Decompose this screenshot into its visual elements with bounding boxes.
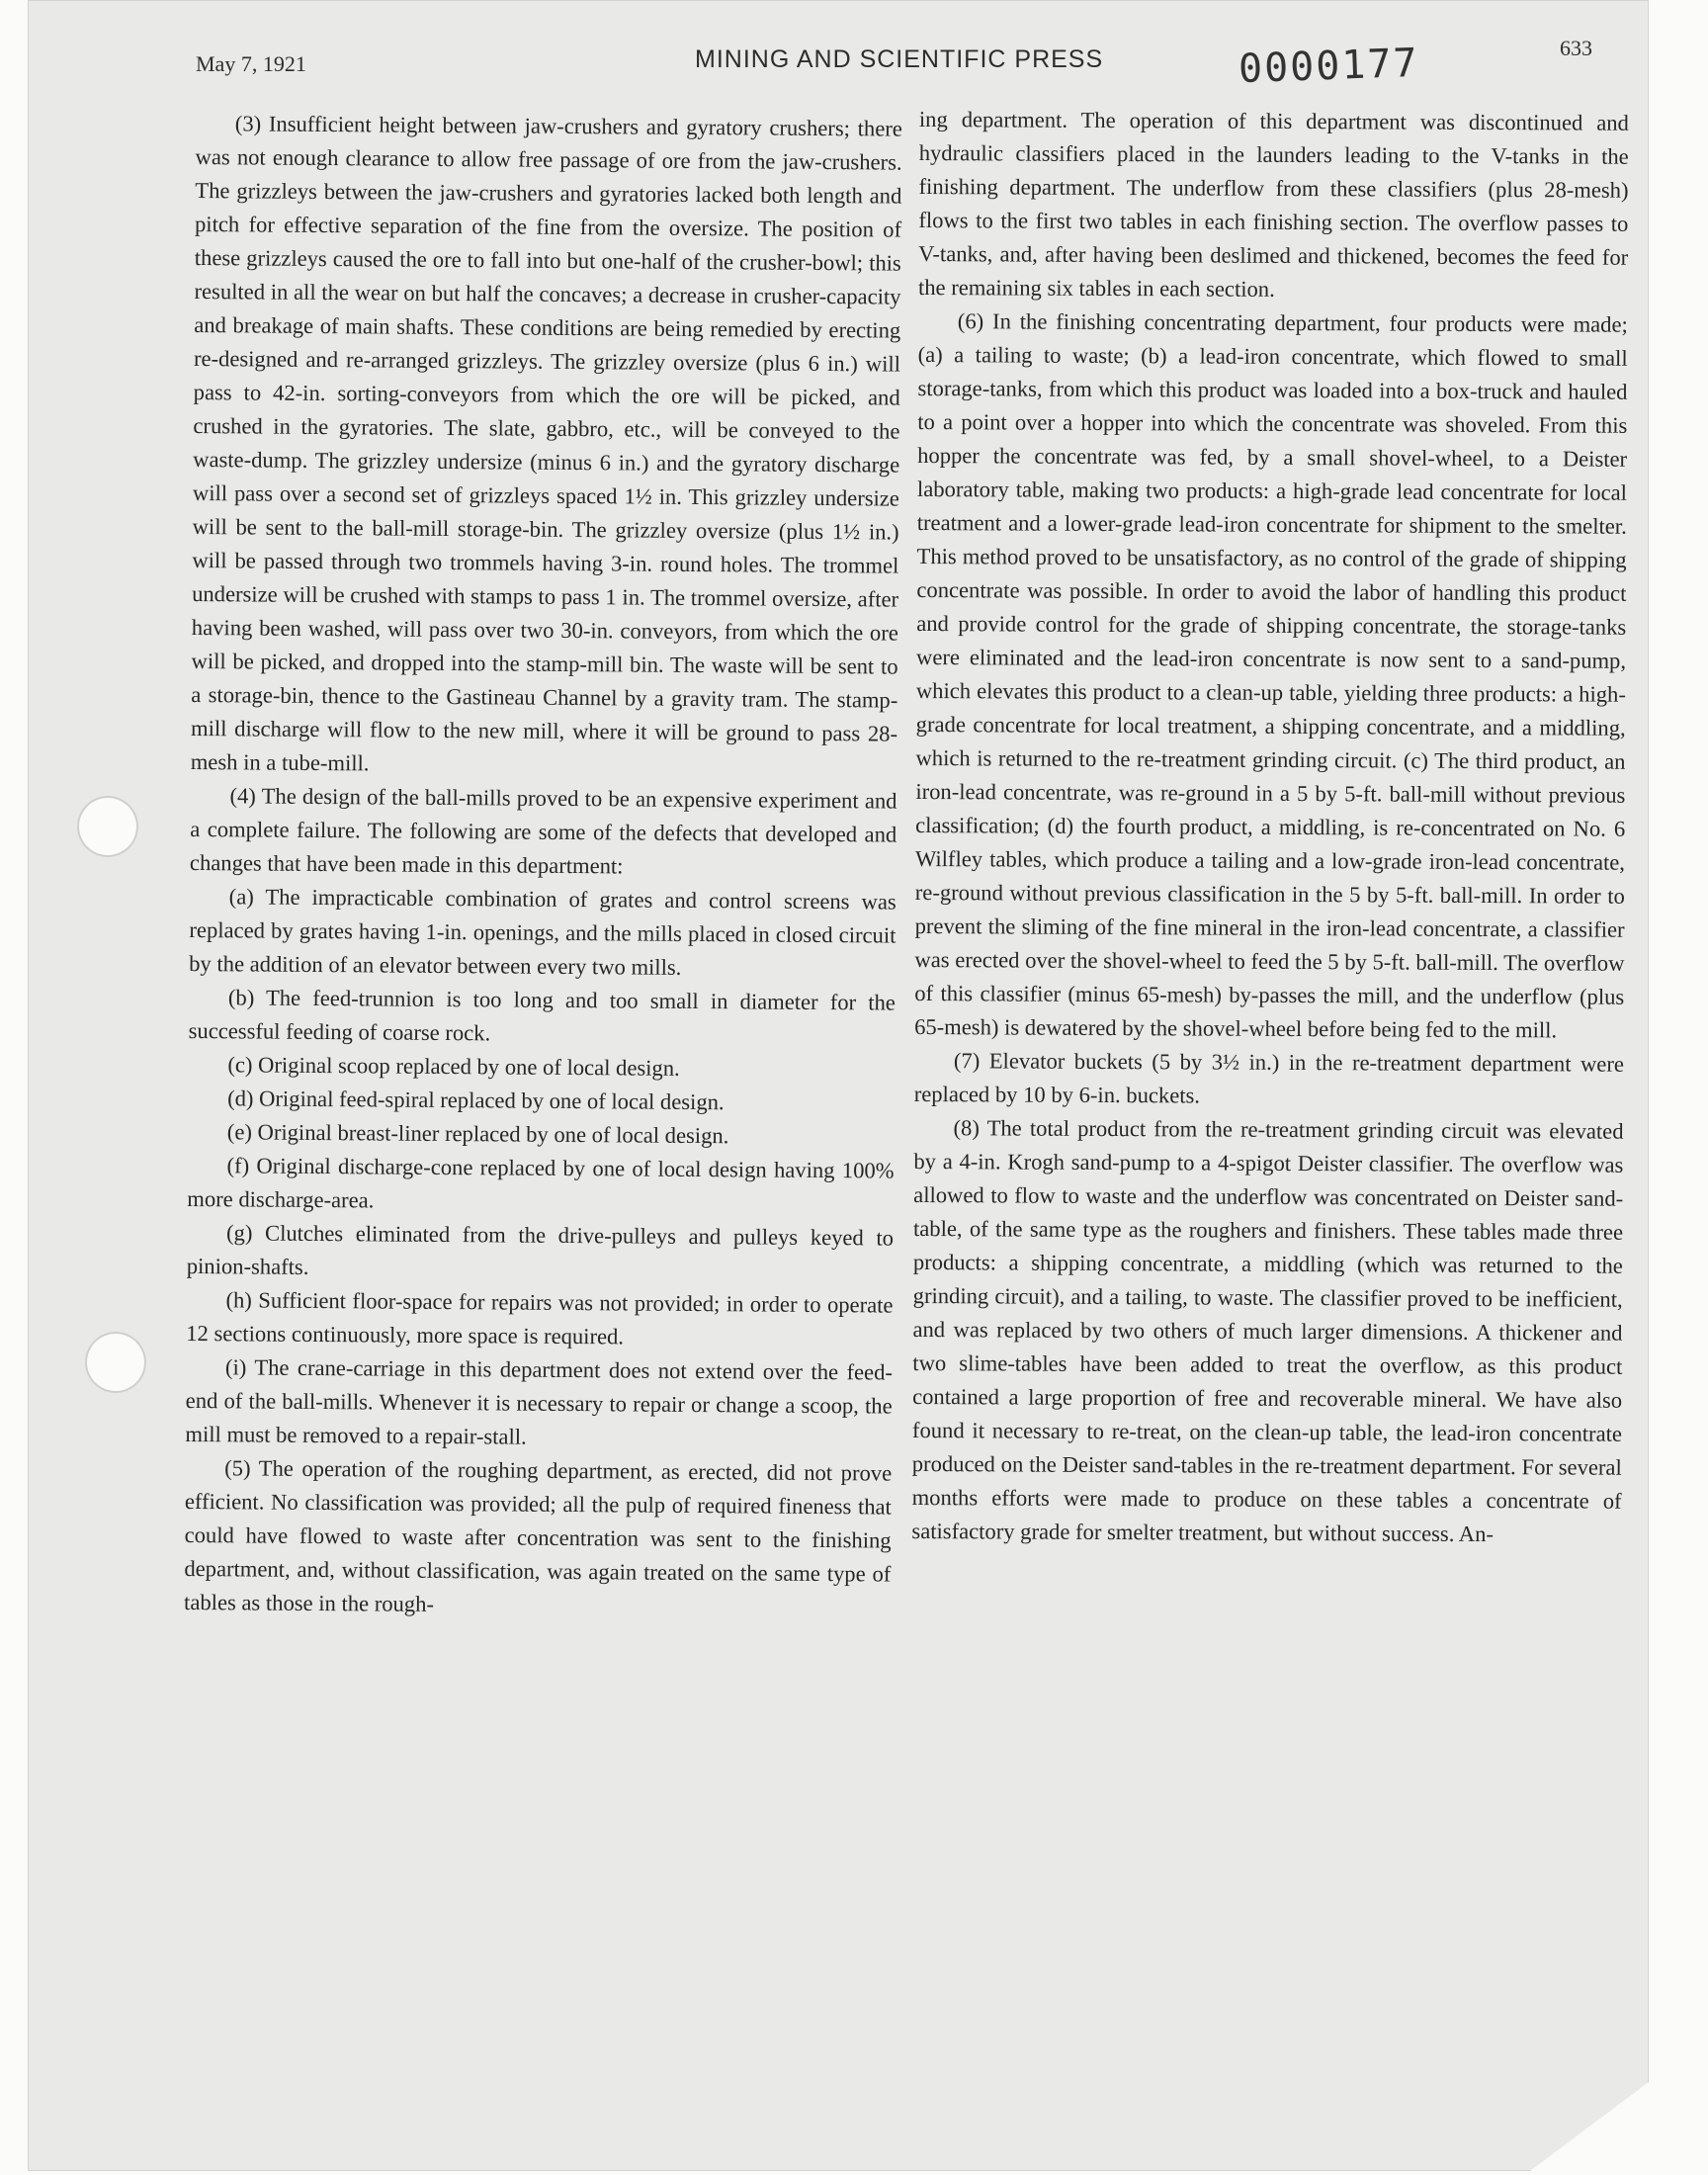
paragraph: (e) Original breast-liner replaced by one of local design. xyxy=(226,1119,729,1149)
paragraph: (g) Clutches eliminated from the drive-pulleys and pulleys keyed to pinion-shafts. xyxy=(186,1220,895,1279)
paragraph: (6) In the finishing concentrating department, four products were made; (a) a tailing to waste; (b) a lead-iron concentrate, which flowed to small storage-tanks, from which this product was loaded into a box-truck and hauled to a point over a hopper into which the concentrate was shoveled. From this hopper the concentrate was fed, by a small shovel-wheel, to a Deister laboratory table, making two products: a high-grade lead concentrate for local treatment and a lower-grade lead-iron concentrate for shipment to the smelter. This method proved to be unsatisfactory, as no control of the grade of shipping concentrate was possible. In order to avoid the labor of handling this product and provide control for the grade of shipping concentrate, the storage-tanks were eliminated and the lead-iron concentrate is now sent to a sand-pump, which elevates this product to a clean-up table, yielding three products: a high-grade concentrate for local treatment, a shipping concentrate, and a middling, which is returned to the re-treatment grinding circuit. (c) The third product, an iron-lead concentrate, was re-ground in a 5 by 5-ft. ball-mill without previous classification; (d) the fourth product, a middling, is re-concentrated on No. 6 Wilfley tables, which produce a tailing and a low-grade iron-lead concentrate, re-ground without previous classification in the 5 by 5-ft. ball-mill. In order to prevent the sliming of the fine mineral in the iron-lead concentrate, a classifier was erected over the shovel-wheel to feed the 5 by 5-ft. ball-mill. The overflow of this classifier (minus 65-mesh) by-passes the mill, and the underflow (plus 65-mesh) is dewatered by the shovel-wheel before being fed to the mill. xyxy=(914,308,1628,1043)
issue-date: May 7, 1921 xyxy=(196,51,306,76)
torn-corner xyxy=(1530,2082,1649,2171)
left-text-column xyxy=(184,107,902,1625)
paragraph: (4) The design of the ball-mills proved to be an expensive experiment and a complete failure. The following are some of the defects that developed and changes that have been made in this department: xyxy=(189,783,897,879)
paragraph: (i) The crane-carriage in this department does not extend over the feed-end of the ball-mills. Whenever it is necessary to repair or change a scoop, the mill must be removed to a repair-stall. xyxy=(185,1354,894,1449)
paragraph: (8) The total product from the re-treatment grinding circuit was elevated by a 4-in. Krogh sand-pump to a 4-spigot Deister classifier. The overflow was allowed to flow to waste and the underflow was concentrated on Deister sand-table, of the same type as the roughers and finishers. These tables made three products: a shipping concentrate, a middling (which was returned to the grinding circuit), and a tailing, to waste. The classifier proved to be inefficient, and was replaced by two others of much larger dimensions. A thickener and two slime-tables have been added to treat the overflow, as this product contained a large proportion of free and recoverable mineral. We have also found it necessary to re-treat, on the clean-up table, the lead-iron concentrate produced on the Deister sand-tables in the re-treatment department. For several months efforts were made to produce on these tables a concentrate of satisfactory grade for smelter treatment, but without success. An- xyxy=(911,1115,1624,1547)
scanned-page xyxy=(28,0,1649,2171)
punch-hole xyxy=(77,796,138,857)
paragraph: (h) Sufficient floor-space for repairs was not provided; in order to operate 12 sections continuously, more space is required. xyxy=(186,1287,894,1349)
archive-stamp-number: 0000177 xyxy=(1238,40,1420,93)
paragraph: (d) Original feed-spiral replaced by one of local design. xyxy=(227,1086,725,1115)
paragraph: (c) Original scoop replaced by one of local design. xyxy=(227,1052,680,1081)
publication-title: MINING AND SCIENTIFIC PRESS xyxy=(695,45,1104,73)
paragraph: (f) Original discharge-cone replaced by one of local design having 100% more discharge-area. xyxy=(187,1153,895,1213)
punch-hole xyxy=(85,1332,146,1393)
paragraph: (5) The operation of the roughing department, as erected, did not prove efficient. No classification was provided; all the pulp of required fineness that could have flowed to waste after concentration was sent to the finishing department, and, without classification, was again treated on the same type of tables as those in the rough- xyxy=(184,1455,893,1616)
paragraph: (7) Elevator buckets (5 by 3½ in.) in the re-treatment department were replaced by 10 by 6-in. buckets. xyxy=(913,1048,1624,1108)
page-content xyxy=(28,0,1649,2171)
paragraph: (3) Insufficient height between jaw-crushers and gyratory crushers; there was not enough clearance to allow free passage of ore from the jaw-crushers. The grizzleys between the jaw-crushers and gyratories lacked both length and pitch for effective separation of the fine from the oversize. The position of these grizzleys caused the ore to fall into but one-half of the crusher-bowl; this resulted in all the wear on but half the concaves; a decrease in crusher-capacity and breakage of main shafts. These conditions are being remedied by erecting re-designed and re-arranged grizzleys. The grizzley oversize (plus 6 in.) will pass to 42-in. sorting-conveyors from which the ore will be picked, and crushed in the gyratories. The slate, gabbro, etc., will be conveyed to the waste-dump. The grizzley undersize (minus 6 in.) and the gyratory discharge will pass over a second set of grizzleys spaced 1½ in. This grizzley undersize will be sent to the ball-mill storage-bin. The grizzley oversize (plus 1½ in.) will be passed through two trommels having 3-in. round holes. The trommel undersize will be crushed with stamps to pass 1 in. The trommel oversize, after having been washed, will pass over two 30-in. conveyors, from which the ore will be picked, and dropped into the stamp-mill bin. The waste will be sent to a storage-bin, thence to the Gastineau Channel by a gravity tram. The stamp-mill discharge will flow to the new mill, where it will be ground to pass 28-mesh in a tube-mill. xyxy=(190,111,902,776)
paragraph: (a) The impracticable combination of grates and control screens was replaced by grates having 1-in. openings, and the mills placed in closed circuit by the addition of an elevator between every two mills. xyxy=(189,884,897,980)
paragraph: (b) The feed-trunnion is too long and too small in diameter for the successful feeding of coarse rock. xyxy=(188,985,897,1046)
right-text-column xyxy=(911,103,1629,1552)
page-number: 633 xyxy=(1560,36,1592,60)
paragraph: ing department. The operation of this department was discontinued and hydraulic classifiers placed in the launders leading to the V-tanks in the finishing department. The underflow from these classifiers (plus 28-mesh) flows to the first two tables in each finishing section. The overflow passes to V-tanks, and, after having been deslimed and thickened, becomes the feed for the remaining six tables in each section. xyxy=(917,106,1629,302)
